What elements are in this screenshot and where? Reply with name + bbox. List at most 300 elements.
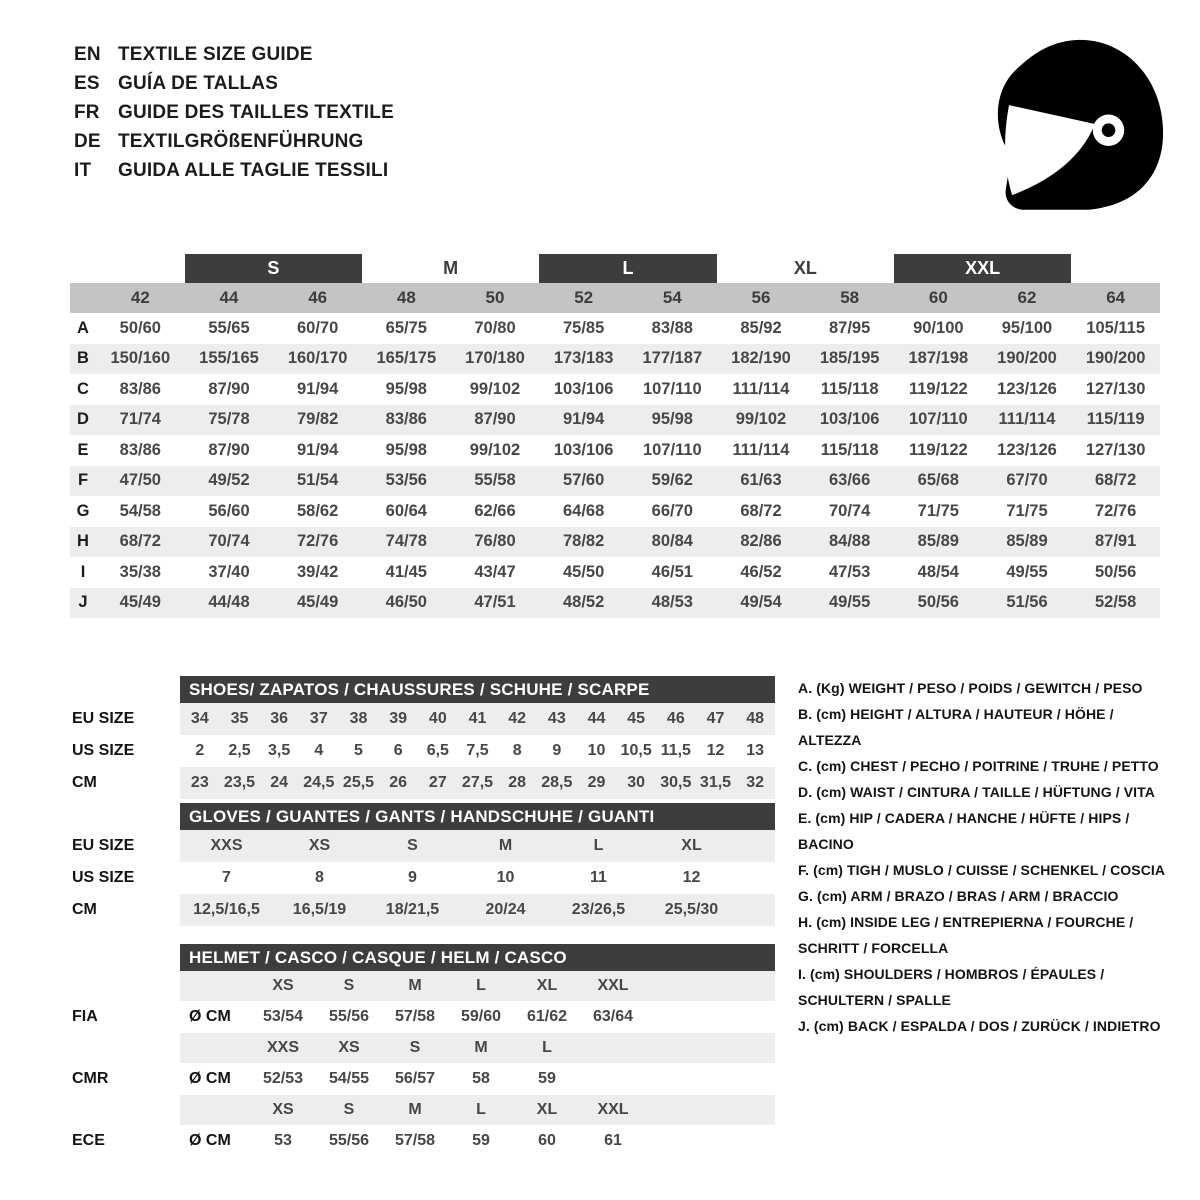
accessories-size-tables	[72, 676, 777, 1157]
measurement-value: 91/94	[297, 440, 339, 459]
measurement-value: 70/74	[829, 501, 871, 520]
measurement-value: 173/183	[553, 349, 614, 368]
measurement-value: 39/42	[297, 562, 339, 581]
size-group-xxl: XXL	[894, 254, 1071, 283]
measurement-value: 84/88	[829, 532, 871, 551]
measurement-value: 48/54	[917, 562, 959, 581]
shoe-cm-size: 26	[389, 774, 408, 791]
helmet-size: M	[474, 1039, 488, 1056]
measurement-value: 190/200	[1085, 349, 1146, 368]
shoe-eu-size: 48	[746, 710, 765, 727]
shoe-eu-size: 43	[547, 710, 566, 727]
helmet-fia-values-row	[72, 1001, 777, 1033]
measurement-value: 44/48	[208, 593, 250, 612]
language-code: EN	[74, 43, 101, 65]
measurement-value: 72/76	[297, 532, 339, 551]
row-label-ece: ECE	[72, 1132, 105, 1149]
measurement-value: 85/89	[1006, 532, 1048, 551]
measurement-value: 115/118	[820, 379, 879, 398]
measurement-value: 65/75	[385, 318, 427, 337]
measurement-letter: H	[77, 532, 89, 551]
language-code: DE	[74, 130, 101, 152]
helmet-cm-value: 53	[274, 1132, 292, 1149]
measurement-value: 49/55	[829, 593, 871, 612]
shoes-us-values	[180, 735, 775, 767]
measurement-value: 49/52	[208, 471, 250, 490]
measurement-value: 65/68	[917, 471, 959, 490]
band-corner	[70, 283, 96, 313]
shoe-us-size: 10,5	[620, 742, 652, 759]
language-code: IT	[74, 159, 92, 181]
shoe-cm-size: 31,5	[699, 774, 732, 791]
measurement-legend	[798, 675, 1170, 1039]
apparel-size-table	[70, 254, 1160, 618]
gloves-section-title: GLOVES / GUANTES / GANTS / HANDSCHUHE / GUANTI	[189, 806, 655, 826]
gloves-cm-values	[180, 894, 775, 926]
measurement-value: 35/38	[119, 562, 161, 581]
measurement-value: 111/114	[732, 379, 790, 398]
helmet-size: S	[343, 1101, 355, 1118]
helmet-cm-value: 55/56	[328, 1008, 370, 1025]
glove-cm-size: 12,5/16,5	[193, 901, 260, 918]
shoe-cm-size: 25,5	[342, 774, 375, 791]
measurement-value: 160/170	[287, 349, 348, 368]
shoe-us-size: 10	[587, 742, 606, 759]
measurement-value: 68/72	[119, 532, 161, 551]
shoe-us-size: 9	[552, 742, 562, 759]
measurement-value: 123/126	[997, 379, 1057, 398]
measurement-value: 70/74	[208, 532, 250, 551]
measurement-value: 103/106	[553, 379, 614, 398]
helmet-size: S	[409, 1039, 421, 1056]
measurement-value: 71/75	[917, 501, 959, 520]
cmr-size-labels	[180, 1033, 775, 1063]
shoe-cm-size: 28	[508, 774, 527, 791]
size-column-header: 44	[219, 288, 239, 307]
unit-spacer	[180, 1095, 250, 1125]
measurement-value: 71/74	[119, 410, 161, 429]
measurement-value: 60/64	[385, 501, 427, 520]
gloves-us-values	[180, 862, 775, 894]
shoe-us-size: 8	[512, 742, 522, 759]
measurement-value: 43/47	[474, 562, 516, 581]
legend-item: H. (cm) INSIDE LEG / ENTREPIERNA / FOURCHE / SCHRITT / FORCELLA	[798, 914, 1134, 956]
row-label-cmr: CMR	[72, 1070, 109, 1087]
measurement-value: 115/118	[820, 440, 879, 459]
helmet-size: L	[476, 1101, 486, 1118]
glove-us-size: 9	[408, 869, 417, 886]
shoes-section-header	[180, 676, 775, 703]
helmet-size: XXS	[266, 1039, 299, 1056]
shoe-us-size: 3,5	[268, 742, 291, 759]
measurement-row	[70, 374, 1160, 405]
guide-title: TEXTILGRÖßENFÜHRUNG	[118, 130, 364, 152]
glove-us-size: 7	[222, 869, 231, 886]
measurement-value: 51/56	[1006, 593, 1048, 612]
measurement-value: 66/70	[651, 501, 693, 520]
empty-label	[72, 971, 180, 1001]
measurement-value: 45/49	[119, 593, 161, 612]
shoe-cm-size: 23,5	[223, 774, 256, 791]
glove-cm-size: 20/24	[485, 901, 526, 918]
legend-item: F. (cm) TIGH / MUSLO / CUISSE / SCHENKEL / COSCIA	[798, 862, 1166, 878]
helmet-cm-value: 61	[604, 1132, 622, 1149]
size-column-header: 50	[485, 288, 505, 307]
measurement-value: 46/51	[651, 562, 693, 581]
measurement-value: 155/165	[199, 349, 259, 368]
measurement-value: 87/90	[208, 440, 250, 459]
shoe-cm-size: 28,5	[541, 774, 573, 791]
helmet-fia-sizes-row	[72, 971, 777, 1001]
shoe-us-size: 2,5	[228, 742, 251, 759]
measurement-value: 103/106	[819, 410, 880, 429]
shoe-cm-size: 29	[587, 774, 606, 791]
helmet-size: XS	[272, 977, 294, 994]
measurement-value: 150/160	[110, 349, 171, 368]
racing-helmet-icon	[980, 36, 1170, 214]
measurement-value: 47/53	[829, 562, 871, 581]
measurement-row	[70, 527, 1160, 558]
gloves-eu-row	[72, 830, 777, 862]
size-column-header: 46	[308, 288, 328, 307]
measurement-value: 170/180	[465, 349, 525, 368]
glove-eu-size: M	[498, 837, 513, 854]
guide-title: GUIDA ALLE TAGLIE TESSILI	[118, 159, 389, 181]
measurement-value: 50/56	[1095, 562, 1137, 581]
measurement-value: 58/62	[297, 501, 339, 520]
language-code: ES	[74, 72, 100, 94]
glove-cm-size: 18/21,5	[385, 901, 440, 918]
glove-cm-size: 16,5/19	[292, 901, 347, 918]
measurement-value: 87/95	[829, 318, 871, 337]
shoe-eu-size: 40	[428, 710, 447, 727]
helmet-size: M	[408, 977, 422, 994]
measurement-value: 55/58	[474, 471, 516, 490]
measurement-letter: J	[78, 593, 88, 612]
measurement-row	[70, 405, 1160, 436]
measurement-value: 72/76	[1095, 501, 1137, 520]
helmet-cm-value: 59	[472, 1132, 490, 1149]
row-label-us-size: US SIZE	[72, 869, 135, 886]
measurement-value: 115/119	[1086, 410, 1145, 429]
gloves-section-header	[180, 803, 775, 830]
measurement-value: 103/106	[553, 440, 614, 459]
measurement-value: 95/98	[385, 440, 427, 459]
shoe-cm-size: 23	[190, 774, 209, 791]
ece-values	[180, 1125, 775, 1157]
size-group-m: M	[443, 258, 459, 278]
measurement-letter: A	[77, 318, 89, 337]
measurement-value: 82/86	[740, 532, 782, 551]
shoe-us-size: 12	[706, 742, 725, 759]
title-row	[74, 98, 394, 127]
helmet-size: L	[542, 1039, 552, 1056]
helmet-size: XXL	[597, 977, 629, 994]
size-column-header: 58	[840, 288, 860, 307]
measurement-value: 99/102	[469, 440, 521, 459]
measurement-value: 190/200	[997, 349, 1057, 368]
measurement-value: 50/56	[917, 593, 959, 612]
legend-item: J. (cm) BACK / ESPALDA / DOS / ZURÜCK / INDIETRO	[798, 1018, 1161, 1034]
measurement-value: 83/88	[651, 318, 693, 337]
measurement-value: 68/72	[1095, 471, 1137, 490]
shoe-eu-size: 42	[508, 710, 527, 727]
measurement-value: 49/54	[740, 593, 782, 612]
measurement-value: 45/50	[563, 562, 605, 581]
size-column-header: 56	[751, 288, 771, 307]
measurement-value: 90/100	[913, 318, 964, 337]
helmet-ece-sizes-row	[72, 1095, 777, 1125]
shoe-cm-size: 30,5	[660, 774, 692, 791]
measurement-value: 105/115	[1086, 318, 1146, 337]
cmr-values	[180, 1063, 775, 1095]
measurement-value: 47/50	[119, 471, 161, 490]
shoe-eu-size: 36	[270, 710, 289, 727]
measurement-value: 55/65	[208, 318, 250, 337]
fia-size-labels	[180, 971, 775, 1001]
measurement-value: 85/89	[917, 532, 959, 551]
gloves-header-row	[72, 803, 777, 830]
helmet-size: M	[408, 1101, 422, 1118]
title-row	[74, 69, 394, 98]
row-label-cm: CM	[72, 774, 97, 791]
measurement-row	[70, 557, 1160, 588]
empty-label	[72, 1033, 180, 1063]
measurement-value: 123/126	[997, 440, 1057, 459]
guide-title: GUIDE DES TAILLES TEXTILE	[118, 101, 394, 123]
measurement-value: 107/110	[642, 440, 702, 459]
row-label-eu-size: EU SIZE	[72, 837, 135, 854]
measurement-value: 83/86	[119, 440, 161, 459]
shoe-us-size: 11,5	[660, 742, 691, 759]
shoe-eu-size: 44	[587, 710, 606, 727]
measurement-value: 54/58	[119, 501, 161, 520]
measurement-value: 45/49	[297, 593, 339, 612]
helmet-cm-value: 58	[472, 1070, 490, 1087]
helmet-cm-value: 55/56	[328, 1132, 370, 1149]
shoe-eu-size: 38	[349, 710, 368, 727]
helmet-cm-value: 59	[538, 1070, 556, 1087]
measurement-value: 79/82	[297, 410, 339, 429]
measurement-letter: F	[77, 471, 89, 490]
measurement-value: 48/53	[651, 593, 693, 612]
measurement-value: 107/110	[642, 379, 702, 398]
guide-title: TEXTILE SIZE GUIDE	[118, 43, 313, 65]
row-label-cm: CM	[72, 901, 97, 918]
gloves-eu-values	[180, 830, 775, 862]
shoe-us-size: 6,5	[426, 742, 449, 759]
shoe-eu-size: 39	[389, 710, 408, 727]
helmet-cm-value: 53/54	[262, 1008, 304, 1025]
measurement-value: 87/91	[1095, 532, 1137, 551]
measurement-value: 67/70	[1006, 471, 1048, 490]
shoe-eu-size: 46	[666, 710, 685, 727]
measurement-letter: E	[77, 440, 89, 459]
measurement-value: 83/86	[385, 410, 427, 429]
measurement-value: 87/90	[208, 379, 250, 398]
measurement-value: 95/98	[651, 410, 693, 429]
measurement-value: 56/60	[208, 501, 250, 520]
measurement-row	[70, 588, 1160, 619]
measurement-letter: G	[76, 501, 90, 520]
helmet-cm-value: 61/62	[526, 1008, 568, 1025]
helmet-ece-values-row	[72, 1125, 777, 1157]
measurement-value: 47/51	[474, 593, 516, 612]
shoe-us-size: 6	[393, 742, 403, 759]
legend-item: I. (cm) SHOULDERS / HOMBROS / ÉPAULES / SCHULTERN / SPALLE	[798, 966, 1105, 1008]
measurement-value: 111/114	[998, 410, 1056, 429]
measurement-value: 95/98	[385, 379, 427, 398]
glove-eu-size: XS	[308, 837, 331, 854]
measurement-value: 83/86	[119, 379, 161, 398]
measurement-value: 87/90	[474, 410, 516, 429]
gloves-us-row	[72, 862, 777, 894]
measurement-value: 95/100	[1001, 318, 1053, 337]
helmet-cmr-sizes-row	[72, 1033, 777, 1063]
size-column-header: 48	[396, 288, 416, 307]
shoes-eu-values	[180, 703, 775, 735]
guide-titles	[74, 40, 394, 185]
shoe-us-size: 5	[354, 742, 363, 759]
shoe-us-size: 2	[195, 742, 205, 759]
measurement-value: 53/56	[385, 471, 427, 490]
shoe-cm-size: 24,5	[303, 774, 335, 791]
helmet-cm-value: 57/58	[394, 1008, 436, 1025]
unit-spacer	[180, 971, 250, 1001]
measurement-row	[70, 496, 1160, 527]
shoe-eu-size: 37	[309, 710, 328, 727]
measurement-value: 99/102	[469, 379, 521, 398]
helmet-size: XL	[536, 977, 558, 994]
gloves-cm-row	[72, 894, 777, 926]
measurement-value: 68/72	[740, 501, 782, 520]
measurement-row	[70, 344, 1160, 375]
helmet-size: XS	[272, 1101, 294, 1118]
measurement-letter: I	[80, 562, 86, 581]
shoes-cm-row	[72, 767, 777, 799]
unit-spacer	[180, 1033, 250, 1063]
helmet-size: L	[476, 977, 486, 994]
measurement-value: 107/110	[908, 410, 968, 429]
helmet-size	[580, 1033, 646, 1063]
helmet-header-row	[72, 944, 777, 971]
empty-label	[72, 1095, 180, 1125]
numeric-size-band	[70, 283, 1160, 313]
size-column-header: 62	[1017, 288, 1037, 307]
fia-values	[180, 1001, 775, 1033]
glove-us-size: 11	[590, 869, 607, 886]
legend-item: D. (cm) WAIST / CINTURA / TAILLE / HÜFTUNG / VITA	[798, 784, 1155, 800]
measurement-letter: C	[77, 379, 89, 398]
measurement-value: 119/122	[908, 440, 968, 459]
helmet-section-title: HELMET / CASCO / CASQUE / HELM / CASCO	[189, 947, 567, 967]
measurement-value: 78/82	[563, 532, 605, 551]
measurement-value: 52/58	[1095, 593, 1137, 612]
measurement-value: 91/94	[297, 379, 339, 398]
helmet-cm-value	[580, 1063, 646, 1095]
helmet-size: XXL	[597, 1101, 629, 1118]
shoe-cm-size: 30	[627, 774, 646, 791]
measurement-row	[70, 466, 1160, 497]
size-group-l: L	[539, 254, 716, 283]
measurement-value: 74/78	[385, 532, 427, 551]
empty-label	[72, 676, 180, 703]
measurement-value: 177/187	[642, 349, 703, 368]
shoe-cm-size: 27	[428, 774, 447, 791]
measurement-value: 119/122	[908, 379, 968, 398]
size-group-s: S	[185, 254, 362, 283]
size-column-header: 60	[928, 288, 948, 307]
measurement-value: 61/63	[740, 471, 782, 490]
size-column-header: 42	[130, 288, 150, 307]
measurement-value: 49/55	[1006, 562, 1048, 581]
measurement-value: 70/80	[474, 318, 516, 337]
measurement-value: 165/175	[376, 349, 437, 368]
measurement-value: 64/68	[563, 501, 605, 520]
measurement-value: 46/52	[740, 562, 782, 581]
glove-eu-size: L	[593, 837, 604, 854]
measurement-letter: B	[77, 349, 89, 368]
measurement-row	[70, 313, 1160, 344]
shoes-section-title: SHOES/ ZAPATOS / CHAUSSURES / SCHUHE / SCARPE	[189, 679, 650, 699]
glove-cm-size: 23/26,5	[571, 901, 626, 918]
helmet-cm-value: 63/64	[592, 1008, 634, 1025]
row-label-eu-size: EU SIZE	[72, 710, 135, 727]
measurement-value: 80/84	[651, 532, 693, 551]
measurement-value: 127/130	[1085, 440, 1146, 459]
measurement-value: 59/62	[651, 471, 693, 490]
empty-label	[72, 803, 180, 830]
shoe-us-size: 7,5	[466, 742, 489, 759]
legend-item: A. (Kg) WEIGHT / PESO / POIDS / GEWITCH / PESO	[798, 680, 1143, 696]
measurement-letter: D	[77, 410, 89, 429]
measurement-value: 41/45	[385, 562, 427, 581]
shoe-us-size: 4	[314, 742, 324, 759]
measurement-value: 75/78	[208, 410, 250, 429]
size-column-header: 52	[574, 288, 594, 307]
helmet-size: XL	[536, 1101, 558, 1118]
measurement-value: 71/75	[1006, 501, 1048, 520]
title-row	[74, 127, 394, 156]
measurement-row	[70, 435, 1160, 466]
measurement-value: 48/52	[563, 593, 605, 612]
measurement-value: 63/66	[829, 471, 871, 490]
glove-eu-size: S	[407, 837, 418, 854]
helmet-cm-value: 56/57	[394, 1070, 436, 1087]
shoes-header-row	[72, 676, 777, 703]
shoes-eu-row	[72, 703, 777, 735]
measurement-value: 76/80	[474, 532, 516, 551]
row-label-fia: FIA	[72, 1008, 98, 1025]
shoes-cm-values	[180, 767, 775, 799]
measurement-value: 91/94	[563, 410, 605, 429]
shoe-eu-size: 34	[190, 710, 209, 727]
measurement-value: 127/130	[1085, 379, 1146, 398]
shoe-cm-size: 24	[270, 774, 289, 791]
helmet-size: S	[343, 977, 355, 994]
guide-title: GUÍA DE TALLAS	[118, 72, 279, 94]
helmet-cmr-values-row	[72, 1063, 777, 1095]
measurement-value: 50/60	[119, 318, 161, 337]
diameter-unit: Ø CM	[189, 1008, 231, 1025]
glove-us-size: 12	[682, 869, 701, 886]
measurement-value: 111/114	[732, 440, 790, 459]
size-group-header	[70, 254, 1160, 283]
helmet-cm-value: 59/60	[460, 1008, 502, 1025]
shoe-cm-size: 27,5	[461, 774, 494, 791]
measurement-value: 185/195	[819, 349, 880, 368]
measurement-value: 187/198	[908, 349, 969, 368]
